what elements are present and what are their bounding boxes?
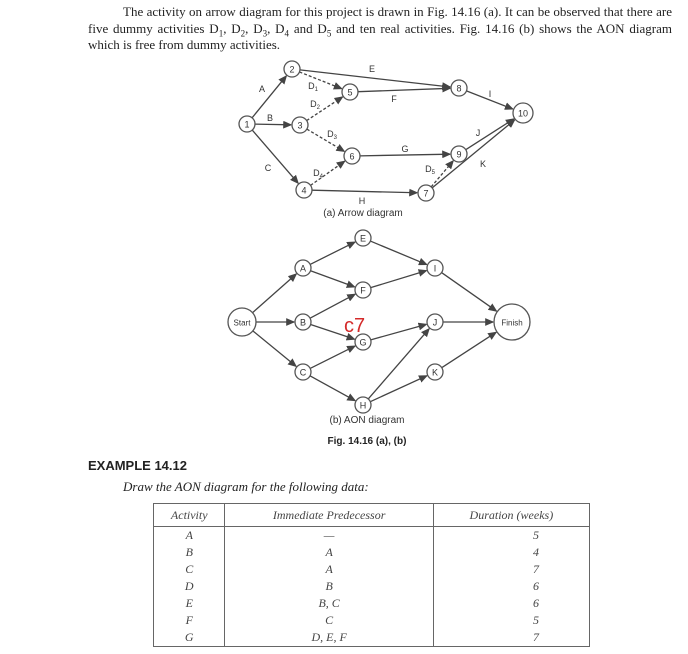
node-label: F [360, 285, 366, 296]
text: and D [289, 20, 327, 36]
table-cell: A [225, 561, 433, 578]
sub: 4 [284, 28, 290, 39]
edge-arrow [442, 273, 497, 311]
table-cell: 6 [433, 578, 589, 595]
edge-arrow [252, 274, 296, 313]
table-cell: D, E, F [225, 629, 433, 647]
table-cell: 7 [433, 561, 589, 578]
edge-arrow [370, 241, 426, 264]
edge-arrow [310, 242, 355, 264]
header-activity: Activity [154, 504, 225, 527]
table-cell: B [225, 578, 433, 595]
text: , D [223, 20, 241, 36]
table-cell: C [225, 612, 433, 629]
node-label: E [359, 233, 367, 244]
table-cell: 7 [433, 629, 589, 647]
table-row [154, 561, 590, 578]
table-cell: 5 [433, 527, 589, 545]
table-row [154, 595, 590, 612]
table-cell: 4 [433, 544, 589, 561]
edge-label: B [266, 113, 274, 123]
node-label: 9 [456, 149, 462, 160]
node-label: A [299, 263, 307, 274]
node-label: 8 [456, 83, 462, 94]
edge-arrow [360, 154, 450, 156]
edge-arrow [252, 130, 298, 183]
edge-arrow [370, 376, 427, 402]
edge-label: E [368, 64, 376, 74]
node-label: I [433, 263, 437, 274]
node-label: 2 [289, 64, 295, 75]
table-cell: C [154, 561, 225, 578]
text: , D [267, 20, 285, 36]
edge-arrow [371, 324, 427, 339]
edge-arrow [255, 124, 291, 125]
node-label: Finish [501, 318, 523, 328]
node-label: H [359, 400, 367, 411]
table-cell: E [154, 595, 225, 612]
handwritten-annotation: c7 [344, 315, 366, 337]
edge-label: H [358, 196, 366, 206]
edge-arrow [312, 190, 417, 193]
edge-arrow [310, 346, 355, 368]
node-label: B [299, 317, 307, 328]
table-row [154, 612, 590, 629]
node-label: G [359, 337, 367, 348]
edge-arrow [358, 88, 450, 91]
sub: 2 [240, 28, 246, 39]
table-cell: F [154, 612, 225, 629]
example-title: EXAMPLE 14.12 [88, 458, 187, 473]
table-cell: A [225, 544, 433, 561]
table-cell: — [225, 527, 433, 545]
header-duration: Duration (weeks) [433, 504, 589, 527]
arrow-diagram-caption: (a) Arrow diagram [323, 208, 403, 219]
table-row [154, 629, 590, 647]
node-label: 1 [244, 119, 250, 130]
table-cell: 5 [433, 612, 589, 629]
edge-label: C [264, 163, 272, 173]
edge-arrow [371, 271, 427, 288]
table-cell: B, C [225, 595, 433, 612]
edge-arrow [307, 129, 344, 151]
table-cell: D [154, 578, 225, 595]
node-label: Start [233, 318, 251, 328]
edge-label: $D_3$ [327, 129, 337, 141]
table-cell: G [154, 629, 225, 647]
table-row [154, 578, 590, 595]
sub: 3 [262, 28, 268, 39]
edge-label: F [391, 94, 397, 104]
table-cell: 6 [433, 595, 589, 612]
text: and ten real activities. Fig. 14.16 (b) shows the AON diagram which is free from dummy activities. [88, 20, 672, 52]
edge-label: J [475, 128, 481, 138]
node-label: 5 [347, 87, 353, 98]
table-row [154, 527, 590, 545]
node-label: 6 [349, 151, 355, 162]
text: The activity on arrow diagram for this project is drawn in Fig. 14.16 (a). It can be observed that there are five dummy activities D [88, 4, 672, 36]
edge-label: $D_5$ [425, 164, 435, 176]
aon-diagram [228, 230, 530, 413]
example-instruction: Draw the AON diagram for the following data: [123, 479, 369, 494]
table-cell: A [154, 527, 225, 545]
edge-label: A [258, 84, 266, 94]
edge-arrow [253, 331, 296, 366]
sub: 5 [326, 28, 332, 39]
edge-arrow [311, 271, 355, 287]
edge-label: G [401, 144, 409, 154]
node-label: C [299, 367, 307, 378]
node-label: K [431, 367, 439, 378]
node-label: 7 [423, 188, 429, 199]
figure-caption: Fig. 14.16 (a), (b) [327, 436, 407, 447]
aon-diagram-caption: (b) AON diagram [329, 415, 405, 426]
edge-label: I [488, 89, 492, 99]
node-label: 10 [517, 108, 529, 119]
table-cell: B [154, 544, 225, 561]
edge-arrow [442, 332, 496, 367]
table-row [154, 544, 590, 561]
arrow-diagram [239, 61, 533, 206]
edge-arrow [252, 76, 286, 118]
node-label: 3 [297, 120, 303, 131]
node-label: J [432, 317, 438, 328]
edge-label: K [479, 159, 487, 169]
header-predecessor: Immediate Predecessor [225, 504, 433, 527]
edge-arrow [310, 376, 355, 401]
edge-label: $D_4$ [313, 168, 323, 180]
edge-arrow [466, 119, 514, 150]
activity-table [153, 503, 590, 647]
node-label: 4 [301, 185, 307, 196]
edge-label: $D_2$ [310, 99, 320, 111]
text: , D [245, 20, 263, 36]
sub: 1 [218, 28, 224, 39]
edge-label: $D_1$ [308, 81, 318, 93]
